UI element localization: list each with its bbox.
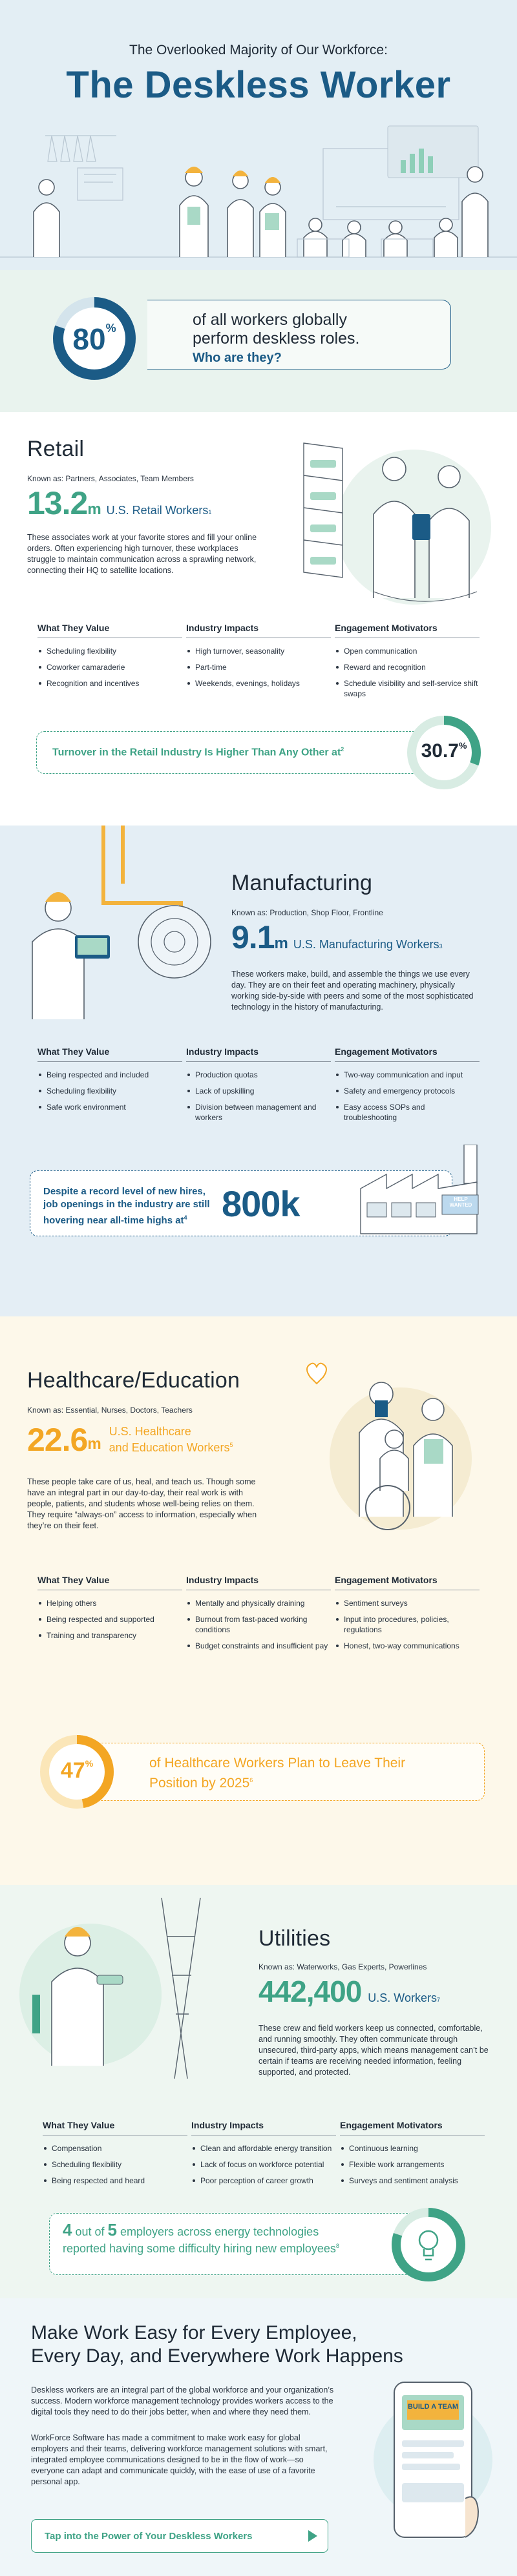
healthcare-columns <box>37 1575 480 1657</box>
manufacturing-stat-footnote: 3 <box>439 943 443 950</box>
retail-banner-text: Turnover in the Retail Industry Is Higher Than Any Other $at^2$ <box>52 746 344 758</box>
cta-label: Tap into the Power of Your Deskless Workers <box>45 2531 253 2542</box>
healthcare-banner-text: of Healthcare Workers Plan to Leave Their Position by 2025$^6$ <box>149 1756 406 1791</box>
manufacturing-col-motivators-heading: Engagement Motivators <box>335 1046 480 1062</box>
manufacturing-stat <box>231 919 443 956</box>
healthcare-col-motivators-heading: Engagement Motivators <box>335 1575 480 1590</box>
list-item: Part-time <box>186 662 331 672</box>
hero-illustration <box>0 110 517 270</box>
manufacturing-stat-label: U.S. Manufacturing Workers <box>293 938 439 951</box>
manufacturing-illustration <box>13 826 246 1019</box>
manufacturing-banner-value: 800k <box>222 1183 300 1224</box>
utilities-known: Known as: Waterworks, Gas Experts, Powerlines <box>258 1962 427 1971</box>
manufacturing-body: These workers make, build, and assemble the things we use every day. They are on their feet and operating machinery, physically working side-by-side with peers and some of the most sophisticated technology in the history of manufacturing. <box>231 970 474 1012</box>
utilities-stat <box>258 1974 440 2009</box>
list-item: Helping others <box>37 1598 182 1608</box>
list-item: Schedule visibility and self-service shift swaps <box>335 678 480 699</box>
retail-col-impacts <box>186 623 331 705</box>
retail-col-values <box>37 623 182 705</box>
healthcare-section <box>0 1316 517 1885</box>
manufacturing-known: Known as: Production, Shop Floor, Frontline <box>231 908 383 917</box>
phone-illustration <box>368 2369 498 2550</box>
manufacturing-col-values-heading: What They Value <box>37 1046 182 1062</box>
retail-stat-unit: m <box>87 501 101 518</box>
manufacturing-col-impacts-heading: Industry Impacts <box>186 1046 331 1062</box>
list-item: Weekends, evenings, holidays <box>186 678 331 689</box>
utilities-ring <box>388 2204 469 2285</box>
retail-col-values-heading: What They Value <box>37 623 182 638</box>
cta-button[interactable] <box>31 2519 328 2553</box>
retail-col-impacts-heading: Industry Impacts <box>186 623 331 638</box>
utilities-section <box>0 1885 517 2298</box>
manufacturing-title: Manufacturing <box>231 871 373 895</box>
phone-banner-text: BUILD A TEAM <box>407 2403 458 2411</box>
healthcare-col-impacts-heading: Industry Impacts <box>186 1575 331 1590</box>
utilities-stat-number: 442,400 <box>258 1975 362 2008</box>
list-item: Training and transparency <box>37 1630 182 1641</box>
retail-body: These associates work at your favorite stores and fill your online orders. Often experiencing high turnover, these workplaces struggle to maintain communication across a sprawling network, connecting their HQ to satellite locations. <box>27 533 257 575</box>
healthcare-stat-label-2: and Education Workers <box>109 1441 230 1454</box>
healthcare-ring-value: 47% <box>60 1758 94 1783</box>
retail-col-motivators-heading: Engagement Motivators <box>335 623 480 638</box>
utilities-columns <box>43 2120 485 2192</box>
retail-columns <box>37 623 480 705</box>
healthcare-illustration <box>297 1355 491 1549</box>
list-item: Surveys and sentiment analysis <box>340 2176 485 2186</box>
healthcare-title: Healthcare/Education <box>27 1368 240 1393</box>
healthcare-stat-footnote: 5 <box>229 1442 233 1448</box>
utilities-banner-text: 4 out of 5 employers across energy technologies reported having some difficulty hiring new employees$^8$ <box>63 2220 339 2255</box>
utilities-col-motivators <box>340 2120 485 2192</box>
closing-para1: Deskless workers are an integral part of the global workforce and your organization’s success. Modern workforce management technology provides workers access to the digital tools they need to do their jobs better, when and where they need them. <box>31 2385 334 2416</box>
manufacturing-section <box>0 826 517 1316</box>
help-wanted-sign: HELP WANTED <box>449 1196 472 1208</box>
healthcare-known: Known as: Essential, Nurses, Doctors, Teachers <box>27 1406 193 1415</box>
list-item: Lack of focus on workforce potential <box>191 2159 336 2170</box>
utilities-col-values <box>43 2120 187 2192</box>
list-item: Sentiment surveys <box>335 1598 480 1608</box>
retail-col-motivators <box>335 623 480 705</box>
retail-known: Known as: Partners, Associates, Team Members <box>27 474 194 483</box>
intro-percent: 80% <box>72 322 116 356</box>
list-item: Poor perception of career growth <box>191 2176 336 2186</box>
list-item: Safety and emergency protocols <box>335 1086 480 1096</box>
list-item: Recognition and incentives <box>37 678 182 689</box>
manufacturing-col-motivators <box>335 1046 480 1128</box>
intro-question: Who are they? <box>193 351 282 365</box>
list-item: Input into procedures, policies, regulations <box>335 1614 480 1635</box>
list-item: Scheduling flexibility <box>43 2159 187 2170</box>
list-item: Lack of upskilling <box>186 1086 331 1096</box>
list-item: Reward and recognition <box>335 662 480 672</box>
retail-ring-value: 30.7% <box>421 740 467 762</box>
utilities-stat-footnote: 7 <box>436 1997 440 2003</box>
list-item: Budget constraints and insufficient pay <box>186 1641 331 1651</box>
manufacturing-stat-unit: m <box>274 935 288 952</box>
list-item: Clean and affordable energy transition <box>191 2143 336 2154</box>
healthcare-col-values <box>37 1575 182 1657</box>
manufacturing-banner-text: Despite a record level of new hires, job openings in the industry are still hovering near all-time highs $at^4$ <box>43 1186 210 1226</box>
closing-title-line2: Every Day, and Everywhere Work Happens <box>31 2345 403 2367</box>
utilities-col-motivators-heading: Engagement Motivators <box>340 2120 485 2135</box>
list-item: Two-way communication and input <box>335 1070 480 1080</box>
utilities-title: Utilities <box>258 1926 331 1951</box>
list-item: Scheduling flexibility <box>37 1086 182 1096</box>
closing-para2: WorkForce Software has made a commitment to make work easy for global employers and their teams, delivering workforce management solutions with smart, integrated employee communications designed to be in the flow of work—so everyone can adapt and communicate quickly, with the ease of use of a favorite personal app. <box>31 2433 328 2486</box>
list-item: Burnout from fast-paced working conditions <box>186 1614 331 1635</box>
play-arrow-icon <box>308 2530 317 2542</box>
list-item: Scheduling flexibility <box>37 646 182 656</box>
hero-title: The Deskless Worker <box>66 64 451 106</box>
list-item: Continuous learning <box>340 2143 485 2154</box>
list-item: Coworker camaraderie <box>37 662 182 672</box>
list-item: Mentally and physically draining <box>186 1598 331 1608</box>
intro-section <box>0 270 517 412</box>
list-item: Being respected and supported <box>37 1614 182 1625</box>
healthcare-col-motivators <box>335 1575 480 1657</box>
healthcare-stat <box>27 1421 233 1459</box>
manufacturing-stat-number: 9.1 <box>231 919 275 955</box>
closing-title <box>31 2322 496 2368</box>
retail-section <box>0 412 517 826</box>
retail-banner <box>36 731 437 774</box>
healthcare-col-impacts <box>186 1575 331 1657</box>
retail-illustration <box>291 430 504 618</box>
list-item: Safe work environment <box>37 1102 182 1112</box>
healthcare-banner <box>71 1743 485 1801</box>
manufacturing-columns <box>37 1046 480 1128</box>
utilities-col-impacts <box>191 2120 336 2192</box>
utilities-banner <box>49 2213 437 2275</box>
utilities-col-impacts-heading: Industry Impacts <box>191 2120 336 2135</box>
closing-title-line1: Make Work Easy for Every Employee, <box>31 2322 357 2343</box>
healthcare-stat-label-1: U.S. Healthcare <box>109 1425 191 1438</box>
healthcare-body: These people take care of us, heal, and teach us. Though some have an integral part in our day-to-day, their real work is with people, patients, and students whose well-being relies on them. They require “always-on” access to information, especially when they’re on their feet. <box>27 1477 257 1530</box>
hero-subtitle: The Overlooked Majority of Our Workforce: <box>129 43 388 57</box>
list-item: Open communication <box>335 646 480 656</box>
factory-illustration <box>354 1145 490 1235</box>
utilities-body: These crew and field workers keep us connected, comfortable, and running smoothly. They often communicate through unsecured, third-party apps, which means management can’t be certain if teams are receiving needed information, feeling supported, and protected. <box>258 2024 489 2077</box>
list-item: Compensation <box>43 2143 187 2154</box>
list-item: Easy access SOPs and troubleshooting <box>335 1102 480 1123</box>
list-item: Flexible work arrangements <box>340 2159 485 2170</box>
utilities-stat-label: U.S. Workers <box>368 1991 437 2004</box>
intro-text: of all workers globally perform deskless roles. <box>193 311 360 348</box>
retail-stat-footnote: 1 <box>208 509 212 515</box>
retail-stat-number: 13.2 <box>27 485 88 521</box>
list-item: High turnover, seasonality <box>186 646 331 656</box>
healthcare-stat-number: 22.6 <box>27 1422 88 1458</box>
heart-icon <box>307 1364 326 1384</box>
utilities-col-values-heading: What They Value <box>43 2120 187 2135</box>
healthcare-stat-unit: m <box>87 1435 101 1453</box>
utilities-illustration <box>13 1898 226 2085</box>
list-item: Being respected and included <box>37 1070 182 1080</box>
list-item: Honest, two-way communications <box>335 1641 480 1651</box>
manufacturing-col-values <box>37 1046 182 1128</box>
retail-stat <box>27 484 211 522</box>
closing-section <box>0 2298 517 2576</box>
intro-card <box>147 300 451 369</box>
list-item: Division between management and workers <box>186 1102 331 1123</box>
hero-section <box>0 0 517 270</box>
retail-stat-label: U.S. Retail Workers <box>106 504 209 517</box>
retail-title: Retail <box>27 437 85 461</box>
healthcare-col-values-heading: What They Value <box>37 1575 182 1590</box>
manufacturing-col-impacts <box>186 1046 331 1128</box>
list-item: Production quotas <box>186 1070 331 1080</box>
list-item: Being respected and heard <box>43 2176 187 2186</box>
